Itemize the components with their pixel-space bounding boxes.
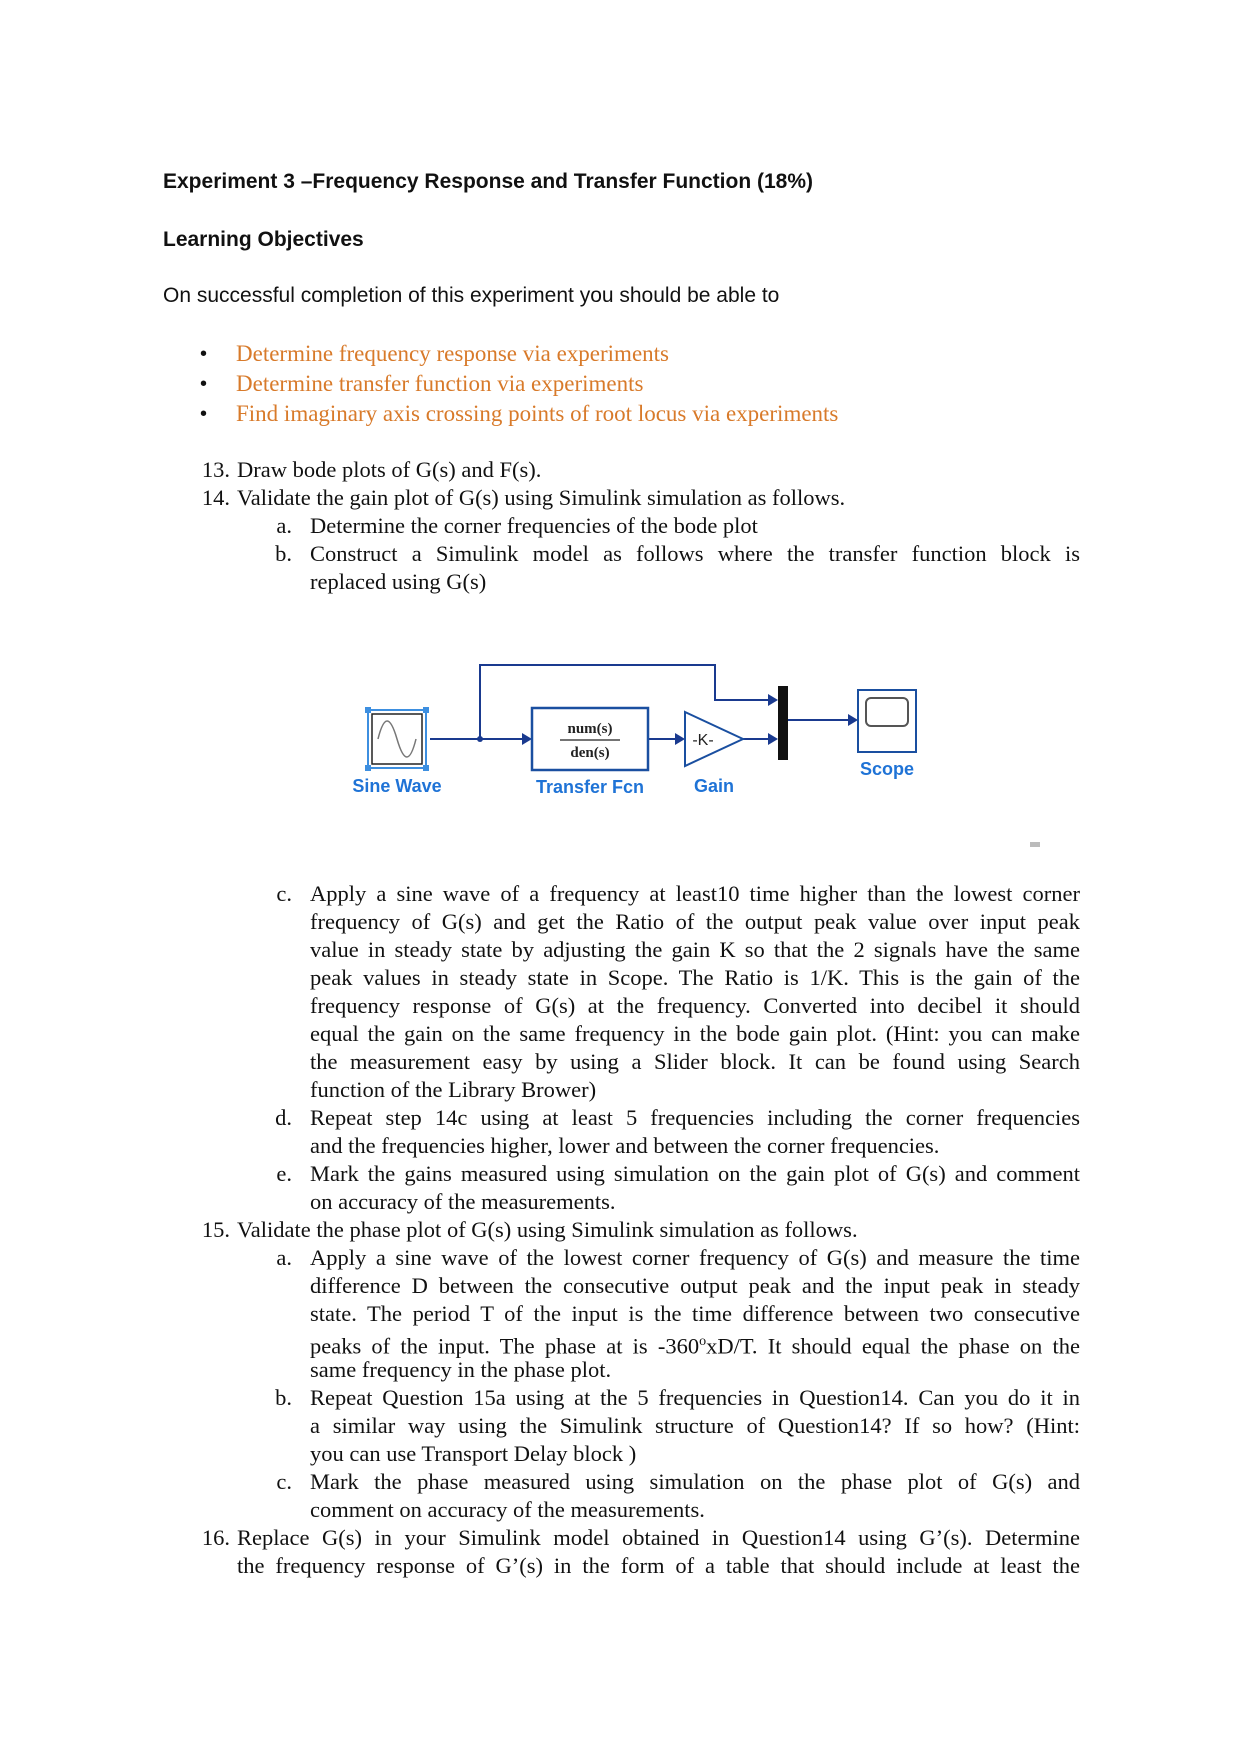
- item-14a-text: Determine the corner frequencies of the bode plot: [310, 513, 758, 538]
- phase-formula-part: xD/T. It should equal the phase on the: [706, 1333, 1080, 1359]
- experiment-title: Experiment 3 –Frequency Response and Transfer Function (18%): [163, 170, 814, 193]
- scan-artifact: [1030, 842, 1040, 847]
- item-15a-line: state. The period T of the input is the time difference between two consecutive: [310, 1301, 1080, 1326]
- item-15b-line: Repeat Question 15a using at the 5 frequencies in Question14. Can you do it in: [310, 1385, 1080, 1410]
- branch-point: [477, 736, 483, 742]
- objective-text: Determine frequency response via experiments: [236, 341, 669, 366]
- item-14e-line: on accuracy of the measurements.: [310, 1189, 616, 1214]
- phase-formula-part: peaks of the input. The phase at is -360: [310, 1333, 700, 1359]
- arrowhead: [522, 733, 532, 745]
- question-number-13: 13.: [201, 457, 230, 482]
- gain-value: -K-: [692, 732, 714, 749]
- objective-item: [200, 339, 838, 369]
- item-15b-line: you can use Transport Delay block ): [310, 1441, 637, 1466]
- transfer-fcn-block: [532, 708, 648, 770]
- objective-item: [200, 369, 838, 399]
- gain-label: Gain: [693, 776, 735, 796]
- item-15a-line: same frequency in the phase plot.: [310, 1357, 612, 1382]
- question-13-text: Draw bode plots of G(s) and F(s).: [237, 457, 542, 482]
- item-14a-mark: a.: [276, 513, 292, 538]
- objective-text: Determine transfer function via experiments: [236, 371, 644, 396]
- objectives-list: [200, 339, 838, 429]
- item-15a-mark: a.: [276, 1245, 292, 1270]
- item-14d-line: and the frequencies higher, lower and between the corner frequencies.: [310, 1133, 940, 1158]
- transfer-fcn-label: Transfer Fcn: [535, 777, 645, 797]
- question-number-15: 15.: [201, 1217, 230, 1242]
- item-15b-mark: b.: [275, 1385, 292, 1410]
- scope-screen-icon: [866, 698, 908, 726]
- item-14c-line: equal the gain on the same frequency in the bode gain plot. (Hint: you can make: [310, 1021, 1080, 1046]
- item-14c-line: Apply a sine wave of a frequency at least10 time higher than the lowest corner: [310, 881, 1080, 906]
- question-16-line: the frequency response of G’(s) in the form of a table that should include at least the: [237, 1553, 1080, 1578]
- objective-text: Find imaginary axis crossing points of root locus via experiments: [236, 401, 839, 426]
- learning-objectives-heading: Learning Objectives: [163, 228, 364, 251]
- item-14c-line: function of the Library Brower): [310, 1077, 597, 1102]
- item-14b-line: replaced using G(s): [310, 569, 487, 594]
- arrowhead: [675, 733, 685, 745]
- item-14d-mark: d.: [275, 1105, 292, 1130]
- question-number-14: 14.: [201, 485, 230, 510]
- arrowhead: [768, 694, 778, 706]
- item-14d-line: Repeat step 14c using at least 5 frequencies including the corner frequencies: [310, 1105, 1080, 1130]
- tf-denominator: den(s): [570, 745, 610, 761]
- objective-item: [200, 399, 838, 429]
- simulink-diagram: [340, 660, 940, 820]
- question-number-16: 16.: [201, 1525, 230, 1550]
- scope-block: [858, 690, 916, 752]
- item-15a-line: Apply a sine wave of the lowest corner frequency of G(s) and measure the time: [310, 1245, 1080, 1270]
- tf-numerator: num(s): [567, 721, 613, 737]
- intro-text: On successful completion of this experiment you should be able to: [163, 284, 780, 307]
- sine-wave-block: [365, 707, 429, 771]
- mux-block: [778, 686, 788, 760]
- question-14-text: Validate the gain plot of G(s) using Simulink simulation as follows.: [237, 485, 846, 510]
- item-14e-mark: e.: [276, 1161, 292, 1186]
- item-14b-line: Construct a Simulink model as follows where the transfer function block is: [310, 541, 1080, 566]
- bullet-icon: •: [200, 343, 208, 365]
- item-14c-mark: c.: [276, 881, 292, 906]
- gain-block: [685, 712, 743, 766]
- item-15c-line: Mark the phase measured using simulation on the phase plot of G(s) and: [310, 1469, 1080, 1494]
- arrowhead: [768, 733, 778, 745]
- item-15c-mark: c.: [276, 1469, 292, 1494]
- question-15-text: Validate the phase plot of G(s) using Simulink simulation as follows.: [237, 1217, 858, 1242]
- item-15a-line: difference D between the consecutive output peak and the input peak in steady: [310, 1273, 1080, 1298]
- bullet-icon: •: [200, 373, 208, 395]
- bullet-icon: •: [200, 403, 208, 425]
- question-16-line: Replace G(s) in your Simulink model obtained in Question14 using G’(s). Determine: [237, 1525, 1080, 1550]
- item-14c-line: value in steady state by adjusting the gain K so that the 2 signals have the same: [310, 937, 1080, 962]
- sine-wave-label: Sine Wave: [352, 776, 442, 796]
- degree-superscript: o: [699, 1334, 707, 1349]
- item-14c-line: frequency response of G(s) at the frequency. Converted into decibel it should: [310, 993, 1080, 1018]
- scope-label: Scope: [859, 759, 915, 779]
- item-15b-line: a similar way using the Simulink structure of Question14? If so how? (Hint:: [310, 1413, 1080, 1438]
- item-14c-line: frequency of G(s) and get the Ratio of the output peak value over input peak: [310, 909, 1080, 934]
- item-14b-mark: b.: [275, 541, 292, 566]
- item-14c-line: peak values in steady state in Scope. The Ratio is 1/K. This is the gain of the: [310, 965, 1080, 990]
- item-14c-line: the measurement easy by using a Slider block. It can be found using Search: [310, 1049, 1080, 1074]
- item-14e-line: Mark the gains measured using simulation on the gain plot of G(s) and comment: [310, 1161, 1080, 1186]
- item-15c-line: comment on accuracy of the measurements.: [310, 1497, 705, 1522]
- arrowhead: [848, 714, 858, 726]
